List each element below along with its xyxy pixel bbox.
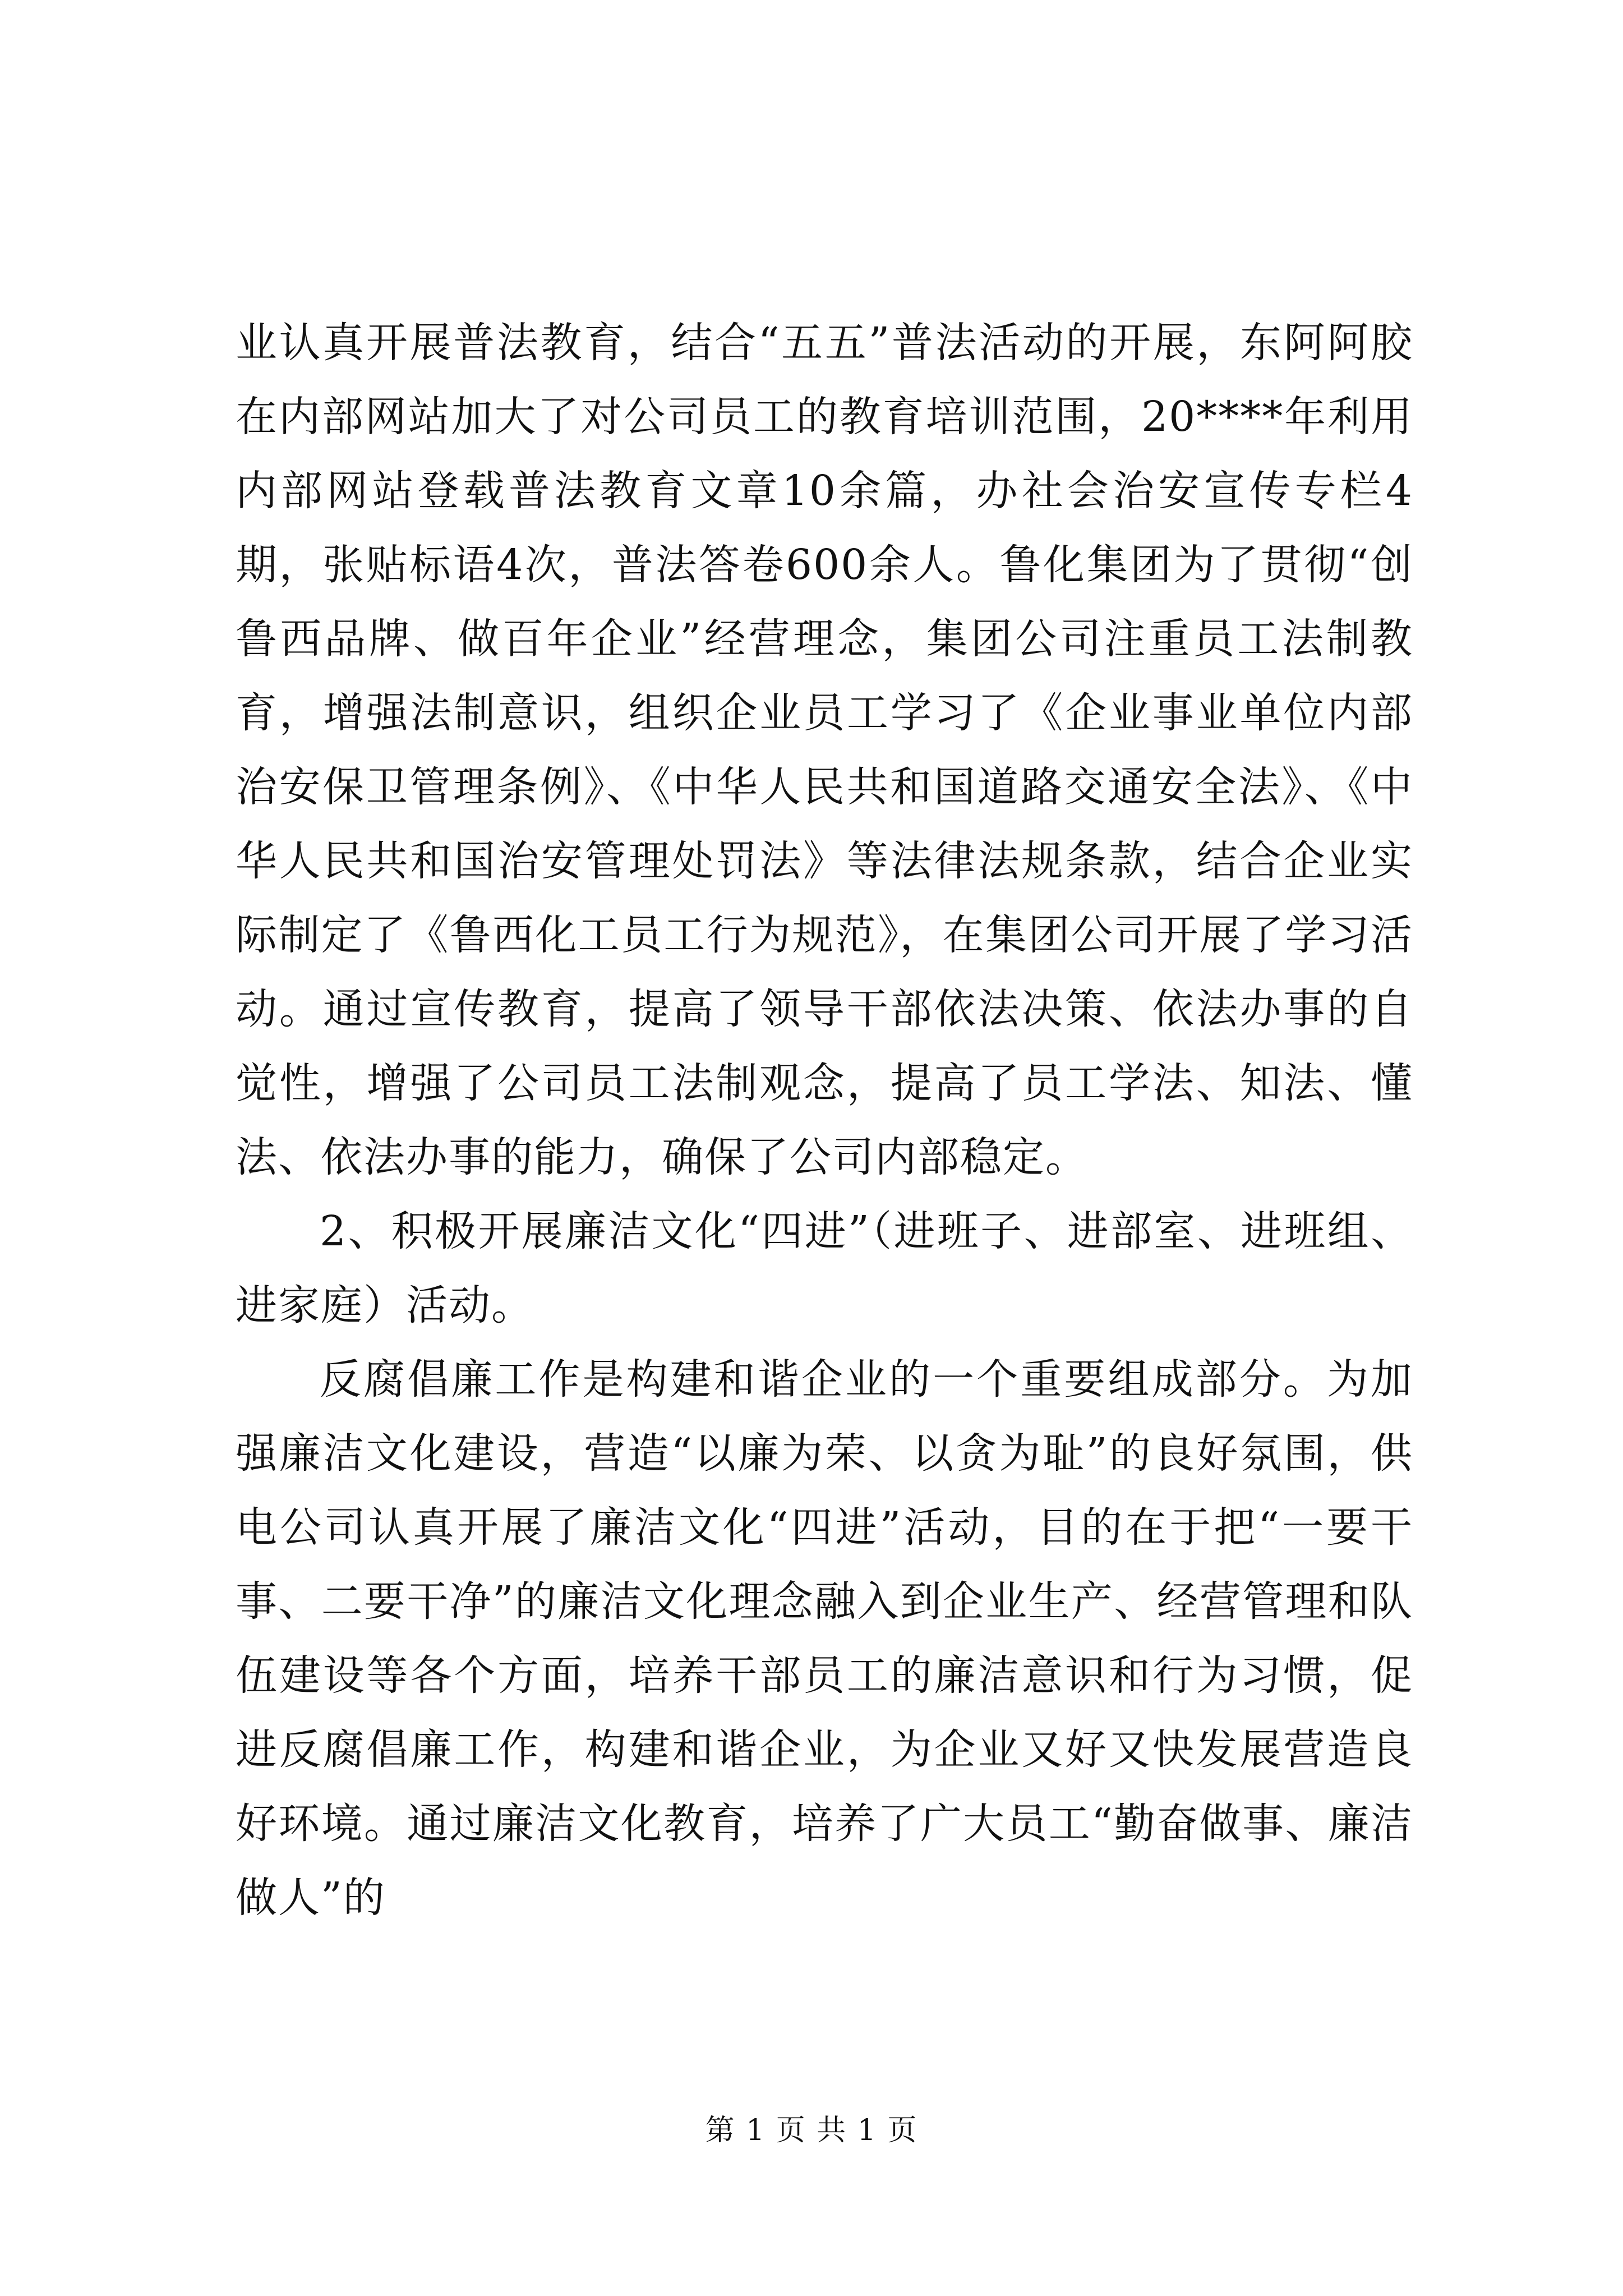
paragraph-1: 业认真开展普法教育，结合“五五”普法活动的开展，东阿阿胶在内部网站加大了对公司员工的教育培训范围，20****年利用内部网站登载普法教育文章10余篇，办社会治安宣传专栏4期，张贴标语4次，普法答卷600余人。鲁化集团为了贯彻“创鲁西品牌、做百年企业”经营理念，集团公司注重员工法制教育，增强法制意识，组织企业员工学习了《企业事业单位内部治安保卫管理条例》、《中华人民共和国道路交通安全法》、《中华人民共和国治安管理处罚法》等法律法规条款，结合企业实际制定了《鲁西化工员工行为规范》，在集团公司开展了学习活动。通过宣传教育，提高了领导干部依法决策、依法办事的自觉性，增强了公司员工法制观念，提高了员工学法、知法、懂法、依法办事的能力，确保了公司内部稳定。 — [236, 319, 1413, 1181]
page-footer: 第 1 页 共 1 页 — [705, 2114, 918, 2147]
paragraph-2: 2、积极开展廉洁文化“四进”（进班子、进部室、进班组、进家庭）活动。 — [236, 1207, 1413, 1329]
document-body — [236, 306, 1413, 1935]
paragraph-3: 反腐倡廉工作是构建和谐企业的一个重要组成部分。为加强廉洁文化建设，营造“以廉为荣、以贪为耻”的良好氛围，供电公司认真开展了廉洁文化“四进”活动，目的在于把“一要干事、二要干净”的廉洁文化理念融入到企业生产、经营管理和队伍建设等各个方面，培养干部员工的廉洁意识和行为习惯，促进反腐倡廉工作，构建和谐企业，为企业又好又快发展营造良好环境。通过廉洁文化教育，培养了广大员工“勤奋做事、廉洁做人”的 — [236, 1355, 1413, 1922]
